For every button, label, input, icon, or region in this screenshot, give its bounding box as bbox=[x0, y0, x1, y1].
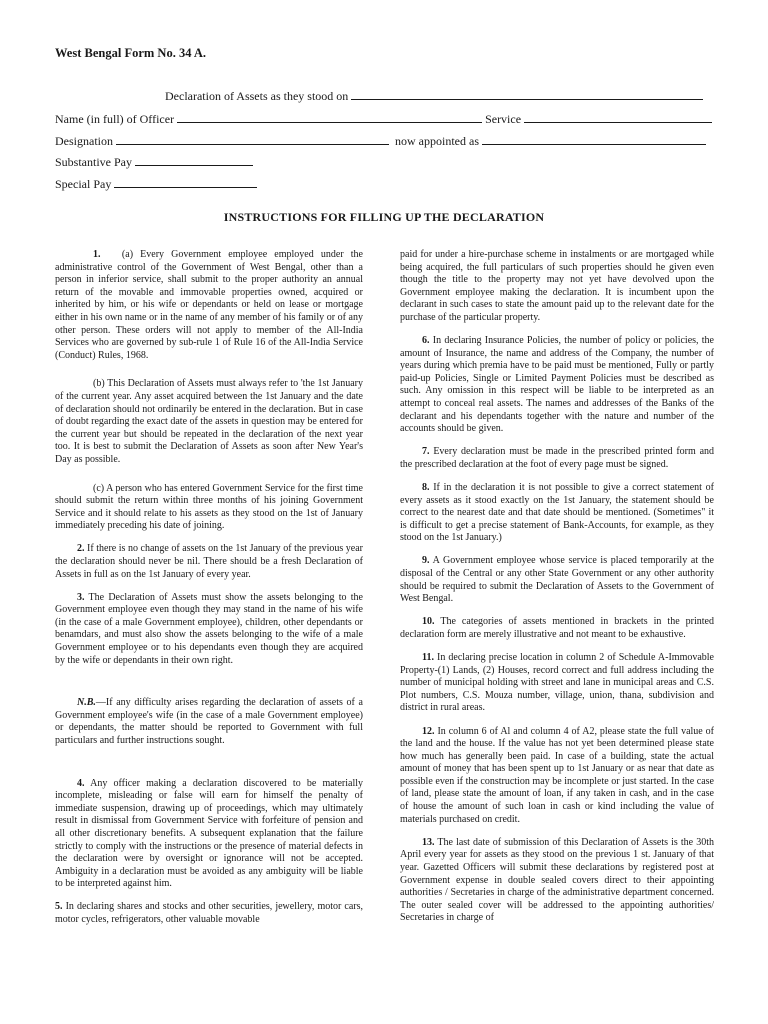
instruction-4: 4. Any officer making a declaration discovered to be materially incomplete, misleading or false will earn for himself the penalty of immediate suspension, drawing up of proceedings, which may ultimately result in dismissal from Government Service with forfeiture of pension and all other discretionary benefits. A subsequent explanation that the failure strictly to comply with the instructions or the presence of material defects in the declaration were by oversight or ignorance will not be accepted. Ambiguity in a declaration must be avoided as any ambiguity will be liable to be interpreted against him. bbox=[55, 777, 363, 890]
instructions-heading: INSTRUCTIONS FOR FILLING UP THE DECLARATION bbox=[223, 210, 545, 224]
declaration-label: Declaration of Assets as they stood on bbox=[165, 89, 349, 103]
designation-blank[interactable] bbox=[116, 133, 389, 145]
instruction-1a: 1. (a) Every Government employee employed under the administrative control of the Government of West Bengal, other than a person in inferior service, shall submit to the proper authority an annual return of the movable and immovable properties owned, acquired or inherited by him, or his wife or dependants or held on lease or mortgage either in his own name or in the name of any member of his family or of any other person. These orders will not apply to member of the All-India Services who are governed by sub-rule 1 of Rule 16 of the All-India Service (Conduct) Rules, 1968. bbox=[55, 249, 363, 361]
designation-label: Designation bbox=[55, 134, 113, 148]
instruction-5-continued: paid for under a hire-purchase scheme in instalments or are mortgaged while being acquired, the full particulars of such properties should he given even though the title to the property may not yet have devolved upon the Government employee making the declaration. It is incumbent upon the declarant in such cases to state the amount paid up to the relevant date for the purchase of the particular property. bbox=[400, 249, 714, 323]
substantive-pay-blank[interactable] bbox=[135, 154, 253, 166]
instruction-7: 7. Every declaration must be made in the prescribed printed form and the prescribed declaration at the foot of every page must be signed. bbox=[400, 446, 715, 470]
instruction-11: 11. In declaring precise location in column 2 of Schedule A-Immovable Property-(1) Lands, (2) Houses, record correct and full address including the number of municipal holding with street and lane in municipal areas and C.S. Plot numbers, C.S. Mouza number, village, union, thana, subdivision and district in rural areas. bbox=[400, 652, 714, 714]
instruction-5: 5. In declaring shares and stocks and other securities, jewellery, motor cars, motor cycles, refrigerators, other valuable movable bbox=[55, 901, 364, 926]
substantive-pay-label: Substantive Pay bbox=[55, 155, 132, 169]
special-pay-label: Special Pay bbox=[55, 177, 112, 191]
service-label: Service bbox=[485, 112, 522, 126]
appointed-blank[interactable] bbox=[482, 133, 706, 145]
special-pay-blank[interactable] bbox=[114, 176, 257, 188]
instruction-10: 10. The categories of assets mentioned in brackets in the printed declaration form are merely illustrative and not meant to be exhaustive. bbox=[400, 616, 714, 640]
instruction-6: 6. In declaring Insurance Policies, the number of policy or policies, the amount of Insurance, the name and address of the Company, the number of years during which premia have to be paid must be mentioned, Fully or partly paid-up Policies, Single or Limited Payment Policies must be described as such. Any omission in this respect will be liable to be interpreted as an attempt to conceal real assets. The names and addresses of the Banks of the declarant and his dependants together with the nature and number of the accounts should be given. bbox=[400, 335, 714, 435]
instruction-2: 2. If there is no change of assets on the 1st January of the previous year the declaration should never be nil. There should be a fresh Declaration of Assets in full as on the 1st January of every year. bbox=[55, 543, 364, 580]
declaration-date-row bbox=[165, 88, 703, 104]
instruction-13: 13. The last date of submission of this Declaration of Assets is the 30th April every year for assets as they stood on the previous 1 st. January of that year. Gazetted Officers will submit these declarations by registered post at Government expense in double sealed covers direct to their appointing authorities / Secretaries in charge of the administrative department concerned. The outer sealed cover will be addressed to the appointing authorities/ Secretaries in charge of bbox=[400, 836, 714, 924]
instructions-right-column bbox=[400, 249, 714, 935]
form-number: West Bengal Form No. 34 A. bbox=[55, 46, 207, 60]
appointed-label: now appointed as bbox=[395, 134, 479, 148]
instructions-left-column bbox=[55, 249, 363, 937]
instruction-9: 9. A Government employee whose service is placed temporarily at the disposal of the Central or any other State Government or any other authority should be required to submit the Declaration of Assets to the Government of West Bengal. bbox=[400, 555, 714, 605]
special-pay-row bbox=[55, 176, 257, 192]
designation-row bbox=[55, 133, 706, 149]
officer-name-row bbox=[55, 111, 712, 127]
instruction-8: 8. If in the declaration it is not possible to give a correct statement of every assets as it stood exactly on the 1st January, the statement should be correct to the nearest date and that date should be mentioned. (Sometimes" it is difficult to get a precise statement of Bank-Accounts, for example, as they stood on the 1st January.) bbox=[400, 482, 714, 544]
instruction-nb: N.B.—If any difficulty arises regarding the declaration of assets of a Government employee's wife (in the case of a male Government employee) or dependants, the matter should be reported to Government with full particulars and further instructions sought. bbox=[55, 697, 363, 746]
substantive-pay-row bbox=[55, 154, 253, 170]
officer-name-label: Name (in full) of Officer bbox=[55, 112, 175, 126]
instruction-12: 12. In column 6 of Al and column 4 of A2, please state the full value of the land and the house. If the value has not yet been determined please state how much has generally been paid. In case of a building, state the actual amount of money that has been spent up to 1st January or as near that date as possible even if the construction may be incomplete or just started. In the case of land, please state the amount of loan, if any taken in cash, and in the case of house the amount of such loan in cash or kind including the value of materials purchased on credit. bbox=[400, 725, 715, 825]
instruction-1b: (b) This Declaration of Assets must always refer to 'the 1st January of the current year. Any asset acquired between the 1st January and the date of declaration should not ordinarily be entered in the declaration. But in case of doubt regarding the exact date of the assets in question may be entered for the current year but should be repeated in the declaration of the next year too. It is best to submit the Declaration of Assets as soon after New Year's Day as possible. bbox=[55, 378, 363, 465]
service-blank[interactable] bbox=[524, 111, 712, 123]
instruction-3: 3. The Declaration of Assets must show the assets belonging to the Government employee even though they may stand in the name of his wife (in the case of a male Government employee), children, other dependants or benamdars, and must also show the assets belonging to the wife of a male Government employee or to his dependants even though they are acquired by the wife or dependants in their own right. bbox=[55, 591, 363, 666]
officer-name-blank[interactable] bbox=[177, 111, 482, 123]
declaration-date-blank[interactable] bbox=[351, 88, 703, 100]
instruction-1c: (c) A person who has entered Government Service for the first time should submit the return within three months of his joining Government Service and it should relate to his assets as they stood on the 1st of January immediately preceding his date of joining. bbox=[55, 482, 363, 532]
